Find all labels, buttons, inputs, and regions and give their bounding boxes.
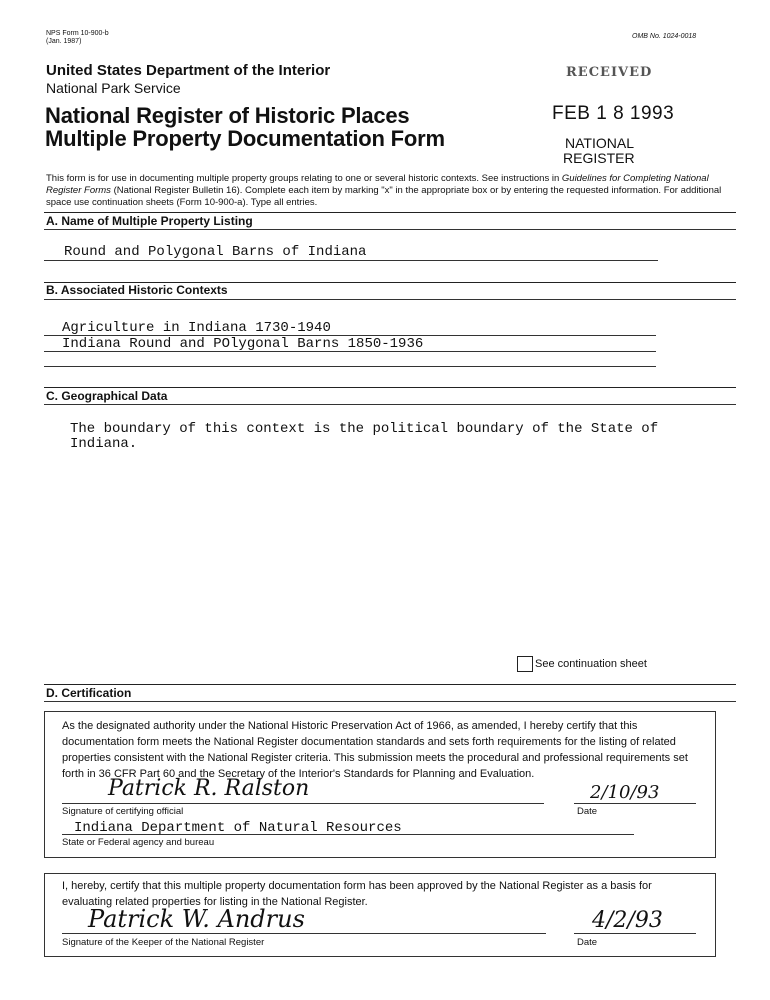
section-d-title: D. Certification: [46, 686, 132, 700]
historic-context-2: Indiana Round and POlygonal Barns 1850-1936: [62, 336, 424, 352]
certifying-official-signature: Patrick R. Ralston: [108, 776, 310, 801]
approval-date: 4/2/93: [592, 908, 663, 933]
section-b-bottom-rule: [44, 299, 736, 300]
certification-statement: As the designated authority under the National Historic Preservation Act of 1966, as amended, I hereby certify that this documentation form meets the National Register documentation standards and sets forth requirements for the listing of related properties consistent with the National Register criteria. This submission meets the procedural and professional requirements set forth in 36 CFR Part 60 and the Secretary of the Interior's Standards for Planning and Evaluation.: [62, 720, 688, 780]
omb-number: OMB No. 1024-0018: [632, 33, 697, 40]
geo-data-line2: Indiana.: [70, 436, 138, 452]
historic-context-1: Agriculture in Indiana 1730-1940: [62, 320, 331, 336]
continuation-label: See continuation sheet: [535, 658, 647, 670]
section-a-underline: [44, 260, 658, 261]
certification-date: 2/10/93: [590, 782, 660, 803]
approval-statement: I, hereby, certify that this multiple property documentation form has been approved by the National Register as a basis for evaluating related properties for listing in the National Register.: [62, 880, 652, 908]
continuation-checkbox[interactable]: [517, 656, 533, 672]
section-c-title: C. Geographical Data: [46, 389, 168, 403]
stamp-register: REGISTER: [563, 150, 635, 166]
agency-bureau-value: Indiana Department of Natural Resources: [74, 820, 402, 836]
service-name: National Park Service: [46, 80, 181, 96]
agency-line: [62, 834, 634, 835]
form-date: (Jan. 1987): [46, 38, 82, 45]
section-d-bottom-rule: [44, 701, 736, 702]
date-line-2: [574, 933, 696, 934]
context-underline-2: [44, 351, 656, 352]
date-label-2: Date: [577, 937, 598, 948]
stamp-date: FEB 1 8 1993: [552, 103, 675, 124]
section-d-top-rule: [44, 684, 736, 685]
section-a-top-rule: [44, 212, 736, 213]
section-a-title: A. Name of Multiple Property Listing: [46, 214, 253, 228]
agency-name: United States Department of the Interior: [46, 62, 331, 79]
section-c-bottom-rule: [44, 404, 736, 405]
form-title-line2: Multiple Property Documentation Form: [45, 126, 445, 151]
instructions-guidelines: Guidelines for Completing National Register Forms: [46, 173, 709, 196]
section-b-title: B. Associated Historic Contexts: [46, 283, 228, 297]
date-line-1: [574, 803, 696, 804]
keeper-label: Signature of the Keeper of the National Register: [62, 937, 265, 948]
multiple-property-name: Round and Polygonal Barns of Indiana: [64, 244, 367, 260]
signature-line-1: [62, 803, 544, 804]
stamp-national: NATIONAL: [565, 135, 634, 151]
section-a-bottom-rule: [44, 229, 736, 230]
section-c-top-rule: [44, 387, 736, 388]
instructions-part2: (National Register Bulletin 16). Complete each item by marking "x" in the appropriate box or by entering the requested information. For additional space use continuation sheets (Form 10-900-a). Type all entries.: [46, 185, 722, 208]
form-title-line1: National Register of Historic Places: [45, 103, 410, 128]
keeper-signature: Patrick W. Andrus: [88, 905, 305, 933]
geo-data-line1: The boundary of this context is the political boundary of the State of: [70, 421, 659, 437]
signature-label-1: Signature of certifying official: [62, 806, 184, 817]
signature-line-2: [62, 933, 546, 934]
agency-label: State or Federal agency and bureau: [62, 837, 215, 848]
instructions-part1: This form is for use in documenting multiple property groups relating to one or several historic contexts. See instructions in: [46, 173, 562, 184]
instructions: [46, 173, 736, 209]
context-underline-3: [44, 366, 656, 367]
form-number: NPS Form 10-900-b: [46, 30, 109, 37]
received-stamp: RECEIVED: [566, 65, 653, 80]
date-label-1: Date: [577, 806, 598, 817]
